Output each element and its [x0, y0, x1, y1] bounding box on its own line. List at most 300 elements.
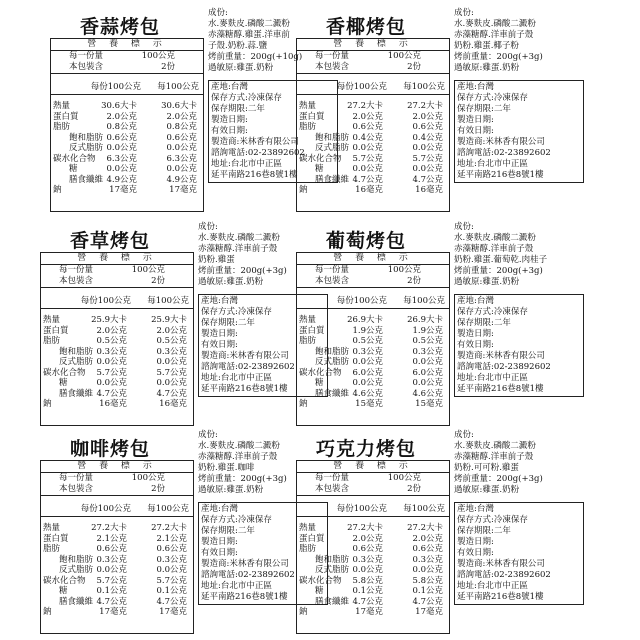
- nutrient-value-per-serving: 0.6公克: [96, 544, 127, 554]
- nutrient-name: 反式脂肪: [59, 565, 94, 575]
- nutrient-value-per-serving: 4.7公克: [352, 596, 383, 607]
- nutrient-value-per-100g: 0.0公克: [166, 143, 197, 153]
- nutrient-row: [41, 357, 193, 368]
- servings-per-pack-value: 2份: [151, 276, 165, 286]
- nutrient-value-per-serving: 0.8公克: [106, 122, 137, 132]
- product-label-panel: [286, 222, 586, 422]
- nutrient-name: 碳水化合物: [53, 153, 96, 164]
- nutrient-value-per-serving: 0.3公克: [96, 346, 127, 357]
- nutrient-value-per-serving: 0.3公克: [352, 554, 383, 565]
- nutrient-row: [41, 565, 193, 576]
- nutrient-row: [41, 389, 193, 400]
- nutrient-value-per-100g: 4.7公克: [156, 388, 187, 399]
- nutrition-heading: 營 養 標 示: [41, 253, 193, 265]
- nutrient-name: 熱量: [299, 101, 317, 111]
- nutrient-value-per-serving: 17毫克: [99, 607, 127, 617]
- storage-line: 製造日期:: [201, 537, 238, 547]
- nutrient-value-per-serving: 1.9公克: [352, 325, 383, 336]
- storage-line: 延平南路216巷8號1樓: [201, 384, 288, 394]
- col-per-serving: 每份100公克: [80, 296, 131, 306]
- nutrient-rows: [41, 523, 193, 618]
- ingredient-line: 過敏原:雞蛋.奶粉: [454, 63, 520, 73]
- ingredients-block: [454, 222, 584, 288]
- nutrient-name: 熱量: [53, 101, 71, 111]
- nutrient-name: 糖: [315, 586, 324, 596]
- ingredient-line: 烤前重量：200g(+3g): [454, 474, 543, 484]
- servings-per-pack-value: 2份: [407, 484, 421, 494]
- nutrient-row: [51, 122, 203, 133]
- nutrient-value-per-100g: 0.4公克: [412, 132, 443, 143]
- nutrient-value-per-serving: 26.9大卡: [347, 315, 383, 325]
- nutrient-value-per-100g: 0.0公克: [156, 378, 187, 388]
- column-header: [297, 504, 449, 517]
- nutrient-row: [297, 154, 449, 165]
- storage-line: 地址:台北市中正區: [457, 373, 528, 383]
- storage-line: 諮詢電話:02-23892602: [457, 362, 551, 372]
- storage-line: 延平南路216巷8號1樓: [457, 592, 544, 602]
- nutrient-row: [297, 586, 449, 597]
- ingredient-line: 成份:: [198, 222, 218, 232]
- nutrient-name: 蛋白質: [53, 111, 79, 122]
- nutrient-value-per-serving: 5.7公克: [96, 367, 127, 378]
- nutrient-value-per-100g: 0.5公克: [156, 336, 187, 346]
- nutrient-row: [297, 555, 449, 566]
- nutrient-value-per-100g: 0.0公克: [156, 565, 187, 575]
- nutrient-value-per-serving: 5.7公克: [96, 575, 127, 586]
- serving-info: [41, 265, 193, 288]
- ingredient-line: 水.麥麩皮.磷酸二澱粉: [454, 19, 536, 29]
- serving-info: [41, 473, 193, 496]
- nutrient-row: [41, 315, 193, 326]
- nutrient-name: 糖: [69, 164, 78, 174]
- storage-line: 有效日期:: [201, 548, 238, 558]
- nutrient-name: 反式脂肪: [69, 143, 104, 153]
- col-per-100g: 每100公克: [147, 504, 189, 514]
- storage-line: 有效日期:: [457, 126, 494, 136]
- nutrition-facts-box: [296, 38, 450, 212]
- nutrient-name: 反式脂肪: [315, 565, 350, 575]
- nutrient-value-per-serving: 0.0公克: [96, 378, 127, 388]
- nutrient-row: [297, 133, 449, 144]
- nutrient-value-per-serving: 0.4公克: [352, 132, 383, 143]
- product-title: 香草烤包: [69, 230, 150, 252]
- storage-info-box: [454, 294, 584, 397]
- serving-size-label: 每一份量: [59, 265, 94, 275]
- product-title: 葡萄烤包: [325, 230, 406, 252]
- nutrient-name: 蛋白質: [43, 533, 69, 544]
- nutrient-value-per-100g: 4.9公克: [166, 174, 197, 185]
- storage-line: 地址:台北市中正區: [201, 581, 272, 591]
- nutrition-heading: 營 養 標 示: [51, 39, 203, 51]
- nutrient-value-per-100g: 0.5公克: [412, 336, 443, 346]
- product-label-panel: [286, 430, 586, 630]
- nutrient-name: 鈉: [43, 399, 52, 409]
- nutrient-value-per-100g: 1.9公克: [412, 325, 443, 336]
- nutrient-value-per-serving: 5.7公克: [352, 153, 383, 164]
- storage-line: 產地:台灣: [211, 82, 248, 92]
- nutrient-name: 鈉: [299, 185, 308, 195]
- nutrition-facts-box: [50, 38, 204, 212]
- nutrient-row: [297, 565, 449, 576]
- nutrient-value-per-serving: 0.0公克: [352, 164, 383, 174]
- nutrient-row: [297, 122, 449, 133]
- nutrient-name: 膳食纖維: [69, 174, 104, 185]
- ingredients-block: [454, 430, 584, 496]
- storage-line: 有效日期:: [201, 340, 238, 350]
- servings-per-pack-label: 本包裝含: [69, 62, 104, 72]
- nutrient-row: [41, 523, 193, 534]
- storage-line: 產地:台灣: [201, 504, 238, 514]
- nutrient-value-per-serving: 4.9公克: [106, 174, 137, 185]
- storage-line: 有效日期:: [457, 548, 494, 558]
- nutrient-row: [297, 357, 449, 368]
- nutrition-heading: 營 養 標 示: [297, 461, 449, 473]
- nutrient-value-per-100g: 4.7公克: [412, 174, 443, 185]
- nutrient-value-per-serving: 0.0公克: [96, 565, 127, 575]
- nutrition-heading: 營 養 標 示: [297, 39, 449, 51]
- nutrient-value-per-serving: 4.6公克: [352, 388, 383, 399]
- nutrient-row: [297, 576, 449, 587]
- nutrient-name: 蛋白質: [43, 325, 69, 336]
- storage-line: 延平南路216巷8號1樓: [201, 592, 288, 602]
- serving-size-value: 100公克: [387, 265, 421, 275]
- ingredient-line: 水.麥麩皮.磷酸二澱粉: [198, 233, 280, 243]
- col-per-serving: 每份100公克: [90, 82, 141, 92]
- nutrient-value-per-serving: 6.3公克: [106, 153, 137, 164]
- storage-line: 製造商:米林香有限公司: [211, 137, 299, 147]
- storage-line: 保存期限:二年: [201, 526, 255, 536]
- ingredient-line: 奶粉.雞蛋.葡萄乾.肉桂子: [454, 255, 548, 265]
- nutrient-value-per-serving: 6.0公克: [352, 367, 383, 378]
- nutrient-name: 蛋白質: [299, 325, 325, 336]
- nutrient-row: [41, 326, 193, 337]
- col-per-100g: 每100公克: [403, 82, 445, 92]
- ingredient-line: 赤藻糖醇.洋車前子殼: [454, 244, 534, 254]
- storage-line: 地址:台北市中正區: [457, 159, 528, 169]
- storage-line: 製造日期:: [457, 329, 494, 339]
- nutrient-value-per-100g: 4.7公克: [156, 596, 187, 607]
- ingredient-line: 烤前重量：200g(+10g): [208, 52, 303, 62]
- nutrient-value-per-100g: 0.0公克: [166, 164, 197, 174]
- nutrient-value-per-100g: 0.6公克: [412, 544, 443, 554]
- nutrient-name: 鈉: [53, 185, 62, 195]
- nutrient-row: [297, 326, 449, 337]
- nutrient-name: 碳水化合物: [299, 367, 342, 378]
- nutrient-value-per-serving: 0.6公克: [106, 132, 137, 143]
- nutrient-name: 脂肪: [43, 544, 61, 554]
- nutrient-value-per-serving: 16毫克: [99, 399, 127, 409]
- serving-size-label: 每一份量: [315, 265, 350, 275]
- ingredient-line: 赤藻糖醇.洋車前子殼: [198, 452, 278, 462]
- serving-size-value: 100公克: [387, 51, 421, 61]
- nutrient-row: [297, 597, 449, 608]
- nutrient-value-per-100g: 16毫克: [415, 185, 443, 195]
- nutrient-value-per-serving: 5.8公克: [352, 575, 383, 586]
- storage-line: 保存期限:二年: [211, 104, 265, 114]
- nutrient-value-per-100g: 0.3公克: [412, 346, 443, 357]
- storage-line: 延平南路216巷8號1樓: [457, 384, 544, 394]
- storage-line: 諮詢電話:02-23892602: [457, 148, 551, 158]
- ingredient-line: 成份:: [454, 222, 474, 232]
- ingredient-line: 子殼.奶粉.蒜.鹽: [208, 41, 268, 51]
- nutrient-name: 鈉: [299, 607, 308, 617]
- nutrient-name: 糖: [315, 378, 324, 388]
- product-info: [454, 222, 584, 397]
- servings-per-pack-label: 本包裝含: [315, 62, 350, 72]
- product-title: 咖啡烤包: [69, 438, 150, 460]
- nutrient-name: 膳食纖維: [59, 596, 94, 607]
- nutrient-value-per-100g: 0.0公克: [412, 565, 443, 575]
- product-info: [454, 430, 584, 605]
- nutrient-row: [297, 607, 449, 618]
- nutrient-row: [41, 368, 193, 379]
- nutrition-facts-box: [296, 252, 450, 426]
- storage-line: 產地:台灣: [457, 504, 494, 514]
- column-header: [51, 82, 203, 95]
- storage-line: 保存期限:二年: [201, 318, 255, 328]
- nutrient-value-per-100g: 0.1公克: [156, 586, 187, 596]
- nutrient-value-per-100g: 0.1公克: [412, 586, 443, 596]
- ingredients-block: [454, 8, 584, 74]
- nutrient-value-per-100g: 17毫克: [415, 607, 443, 617]
- nutrient-row: [297, 175, 449, 186]
- nutrient-name: 脂肪: [299, 544, 317, 554]
- col-per-100g: 每100公克: [157, 82, 199, 92]
- servings-per-pack-label: 本包裝含: [315, 484, 350, 494]
- nutrient-value-per-100g: 6.0公克: [412, 367, 443, 378]
- storage-line: 製造日期:: [457, 115, 494, 125]
- nutrient-value-per-serving: 15毫克: [355, 399, 383, 409]
- nutrient-value-per-100g: 0.0公克: [412, 378, 443, 388]
- nutrient-value-per-serving: 27.2大卡: [347, 101, 383, 111]
- servings-per-pack-label: 本包裝含: [59, 484, 94, 494]
- nutrient-name: 膳食纖維: [59, 388, 94, 399]
- servings-per-pack-value: 2份: [151, 484, 165, 494]
- nutrition-facts-box: [296, 460, 450, 634]
- storage-line: 產地:台灣: [457, 82, 494, 92]
- nutrient-value-per-serving: 0.0公克: [106, 164, 137, 174]
- nutrient-value-per-serving: 0.5公克: [96, 336, 127, 346]
- col-per-100g: 每100公克: [403, 504, 445, 514]
- nutrient-name: 膳食纖維: [315, 596, 350, 607]
- nutrient-value-per-100g: 0.6公克: [412, 122, 443, 132]
- nutrient-value-per-100g: 4.7公克: [412, 596, 443, 607]
- storage-line: 產地:台灣: [457, 296, 494, 306]
- nutrient-row: [51, 154, 203, 165]
- storage-line: 製造商:米林香有限公司: [457, 351, 545, 361]
- nutrient-name: 飽和脂肪: [59, 346, 94, 357]
- nutrient-name: 飽和脂肪: [315, 346, 350, 357]
- nutrient-name: 碳水化合物: [43, 367, 86, 378]
- ingredient-line: 成份:: [208, 8, 228, 18]
- nutrient-row: [297, 347, 449, 358]
- nutrient-value-per-100g: 0.8公克: [166, 122, 197, 132]
- ingredient-line: 赤藻糖醇.雞蛋.洋車前: [208, 30, 290, 40]
- storage-line: 延平南路216巷8號1樓: [211, 170, 298, 180]
- nutrient-row: [297, 336, 449, 347]
- storage-line: 延平南路216巷8號1樓: [457, 170, 544, 180]
- ingredient-line: 過敏原:雞蛋.奶粉: [198, 277, 264, 287]
- product-label-panel: [286, 8, 586, 208]
- nutrient-rows: [41, 315, 193, 410]
- nutrient-value-per-serving: 4.7公克: [96, 388, 127, 399]
- ingredient-line: 過敏原:雞蛋.奶粉: [454, 277, 520, 287]
- nutrient-value-per-100g: 0.0公克: [412, 357, 443, 367]
- serving-size-value: 100公克: [131, 265, 165, 275]
- nutrient-value-per-100g: 6.3公克: [166, 153, 197, 164]
- nutrient-value-per-serving: 16毫克: [355, 185, 383, 195]
- product-info: [454, 8, 584, 183]
- nutrient-value-per-100g: 15毫克: [415, 399, 443, 409]
- nutrient-row: [41, 534, 193, 545]
- nutrient-row: [297, 185, 449, 196]
- storage-line: 諮詢電話:02-23892602: [457, 570, 551, 580]
- nutrient-name: 飽和脂肪: [69, 132, 104, 143]
- nutrient-name: 鈉: [299, 399, 308, 409]
- col-per-serving: 每份100公克: [336, 296, 387, 306]
- serving-size-value: 100公克: [387, 473, 421, 483]
- nutrient-row: [297, 378, 449, 389]
- storage-line: 製造商:米林香有限公司: [201, 559, 289, 569]
- ingredient-line: 烤前重量：200g(+3g): [198, 474, 287, 484]
- ingredient-line: 奶粉.可可粉.雞蛋: [454, 463, 519, 473]
- nutrient-rows: [51, 101, 203, 196]
- nutrient-value-per-100g: 0.0公克: [412, 164, 443, 174]
- nutrient-row: [41, 378, 193, 389]
- nutrient-row: [41, 597, 193, 608]
- nutrient-value-per-100g: 2.1公克: [156, 533, 187, 544]
- ingredient-line: 水.麥麩皮.磷酸二澱粉: [454, 233, 536, 243]
- nutrient-rows: [297, 101, 449, 196]
- nutrient-row: [41, 576, 193, 587]
- nutrient-name: 膳食纖維: [315, 174, 350, 185]
- storage-line: 保存方式:冷凍保存: [201, 307, 272, 317]
- nutrient-value-per-100g: 0.3公克: [156, 346, 187, 357]
- nutrient-row: [51, 101, 203, 112]
- column-header: [297, 296, 449, 309]
- ingredient-line: 水.麥麩皮.磷酸二澱粉: [198, 441, 280, 451]
- storage-line: 保存方式:冷凍保存: [457, 307, 528, 317]
- nutrient-name: 鈉: [43, 607, 52, 617]
- nutrient-value-per-100g: 17毫克: [159, 607, 187, 617]
- ingredient-line: 水.麥麩皮.磷酸二澱粉: [208, 19, 290, 29]
- nutrient-name: 脂肪: [299, 336, 317, 346]
- storage-line: 有效日期:: [211, 126, 248, 136]
- nutrient-name: 脂肪: [53, 122, 71, 132]
- serving-info: [297, 473, 449, 496]
- serving-size-label: 每一份量: [59, 473, 94, 483]
- col-per-100g: 每100公克: [403, 296, 445, 306]
- storage-line: 諮詢電話:02-23892602: [201, 362, 295, 372]
- nutrient-value-per-serving: 0.3公克: [352, 346, 383, 357]
- nutrient-row: [41, 586, 193, 597]
- nutrient-value-per-100g: 0.3公克: [412, 554, 443, 565]
- nutrient-value-per-serving: 27.2大卡: [347, 523, 383, 533]
- nutrient-row: [297, 399, 449, 410]
- nutrient-value-per-100g: 16毫克: [159, 399, 187, 409]
- nutrient-name: 碳水化合物: [43, 575, 86, 586]
- nutrient-value-per-100g: 0.6公克: [156, 544, 187, 554]
- nutrition-facts-box: [40, 460, 194, 634]
- nutrition-heading: 營 養 標 示: [297, 253, 449, 265]
- nutrient-name: 熱量: [299, 523, 317, 533]
- nutrient-value-per-100g: 0.3公克: [156, 554, 187, 565]
- col-per-100g: 每100公克: [147, 296, 189, 306]
- nutrient-name: 熱量: [43, 523, 61, 533]
- ingredient-line: 水.麥麩皮.磷酸二澱粉: [454, 441, 536, 451]
- nutrient-value-per-100g: 2.0公克: [412, 533, 443, 544]
- product-title: 香椰烤包: [325, 16, 406, 38]
- storage-line: 地址:台北市中正區: [457, 581, 528, 591]
- nutrient-value-per-100g: 0.0公克: [156, 357, 187, 367]
- storage-info-box: [454, 502, 584, 605]
- nutrient-row: [41, 555, 193, 566]
- nutrient-name: 飽和脂肪: [315, 554, 350, 565]
- nutrient-name: 蛋白質: [299, 111, 325, 122]
- nutrient-row: [297, 164, 449, 175]
- nutrient-row: [51, 175, 203, 186]
- nutrient-value-per-100g: 4.6公克: [412, 388, 443, 399]
- nutrient-value-per-serving: 0.0公克: [352, 357, 383, 367]
- serving-info: [297, 51, 449, 74]
- col-per-serving: 每份100公克: [336, 504, 387, 514]
- storage-line: 產地:台灣: [201, 296, 238, 306]
- nutrient-value-per-serving: 25.9大卡: [91, 315, 127, 325]
- ingredient-line: 奶粉.雞蛋: [198, 255, 235, 265]
- nutrient-name: 飽和脂肪: [59, 554, 94, 565]
- storage-line: 保存方式:冷凍保存: [457, 93, 528, 103]
- nutrient-row: [41, 336, 193, 347]
- nutrient-row: [297, 315, 449, 326]
- storage-info-box: [454, 80, 584, 183]
- storage-line: 製造商:米林香有限公司: [201, 351, 289, 361]
- storage-line: 保存期限:二年: [457, 104, 511, 114]
- nutrient-name: 脂肪: [43, 336, 61, 346]
- serving-size-label: 每一份量: [315, 473, 350, 483]
- ingredient-line: 赤藻糖醇.洋車前子殼: [454, 452, 534, 462]
- nutrient-row: [297, 544, 449, 555]
- nutrient-value-per-100g: 5.7公克: [156, 367, 187, 378]
- nutrient-value-per-100g: 27.2大卡: [407, 101, 443, 111]
- nutrient-row: [297, 534, 449, 545]
- ingredient-line: 成份:: [454, 430, 474, 440]
- nutrient-value-per-100g: 0.6公克: [166, 132, 197, 143]
- servings-per-pack-label: 本包裝含: [315, 276, 350, 286]
- storage-line: 製造日期:: [201, 329, 238, 339]
- nutrient-value-per-100g: 2.0公克: [166, 111, 197, 122]
- ingredient-line: 烤前重量：200g(+3g): [454, 266, 543, 276]
- nutrient-row: [51, 133, 203, 144]
- serving-info: [51, 51, 203, 74]
- nutrient-value-per-100g: 2.0公克: [156, 325, 187, 336]
- nutrient-value-per-serving: 0.0公克: [352, 378, 383, 388]
- serving-info: [297, 265, 449, 288]
- storage-line: 製造日期:: [457, 537, 494, 547]
- ingredient-line: 烤前重量：200g(+3g): [454, 52, 543, 62]
- serving-size-value: 100公克: [131, 473, 165, 483]
- servings-per-pack-value: 2份: [161, 62, 175, 72]
- nutrition-facts-box: [40, 252, 194, 426]
- nutrient-name: 反式脂肪: [315, 143, 350, 153]
- nutrient-value-per-100g: 30.6大卡: [161, 101, 197, 111]
- nutrient-name: 碳水化合物: [299, 575, 342, 586]
- column-header: [41, 504, 193, 517]
- nutrient-name: 碳水化合物: [299, 153, 342, 164]
- nutrient-name: 熱量: [299, 315, 317, 325]
- nutrient-value-per-serving: 0.0公克: [96, 357, 127, 367]
- nutrient-value-per-100g: 2.0公克: [412, 111, 443, 122]
- product-label-panel: [30, 430, 330, 630]
